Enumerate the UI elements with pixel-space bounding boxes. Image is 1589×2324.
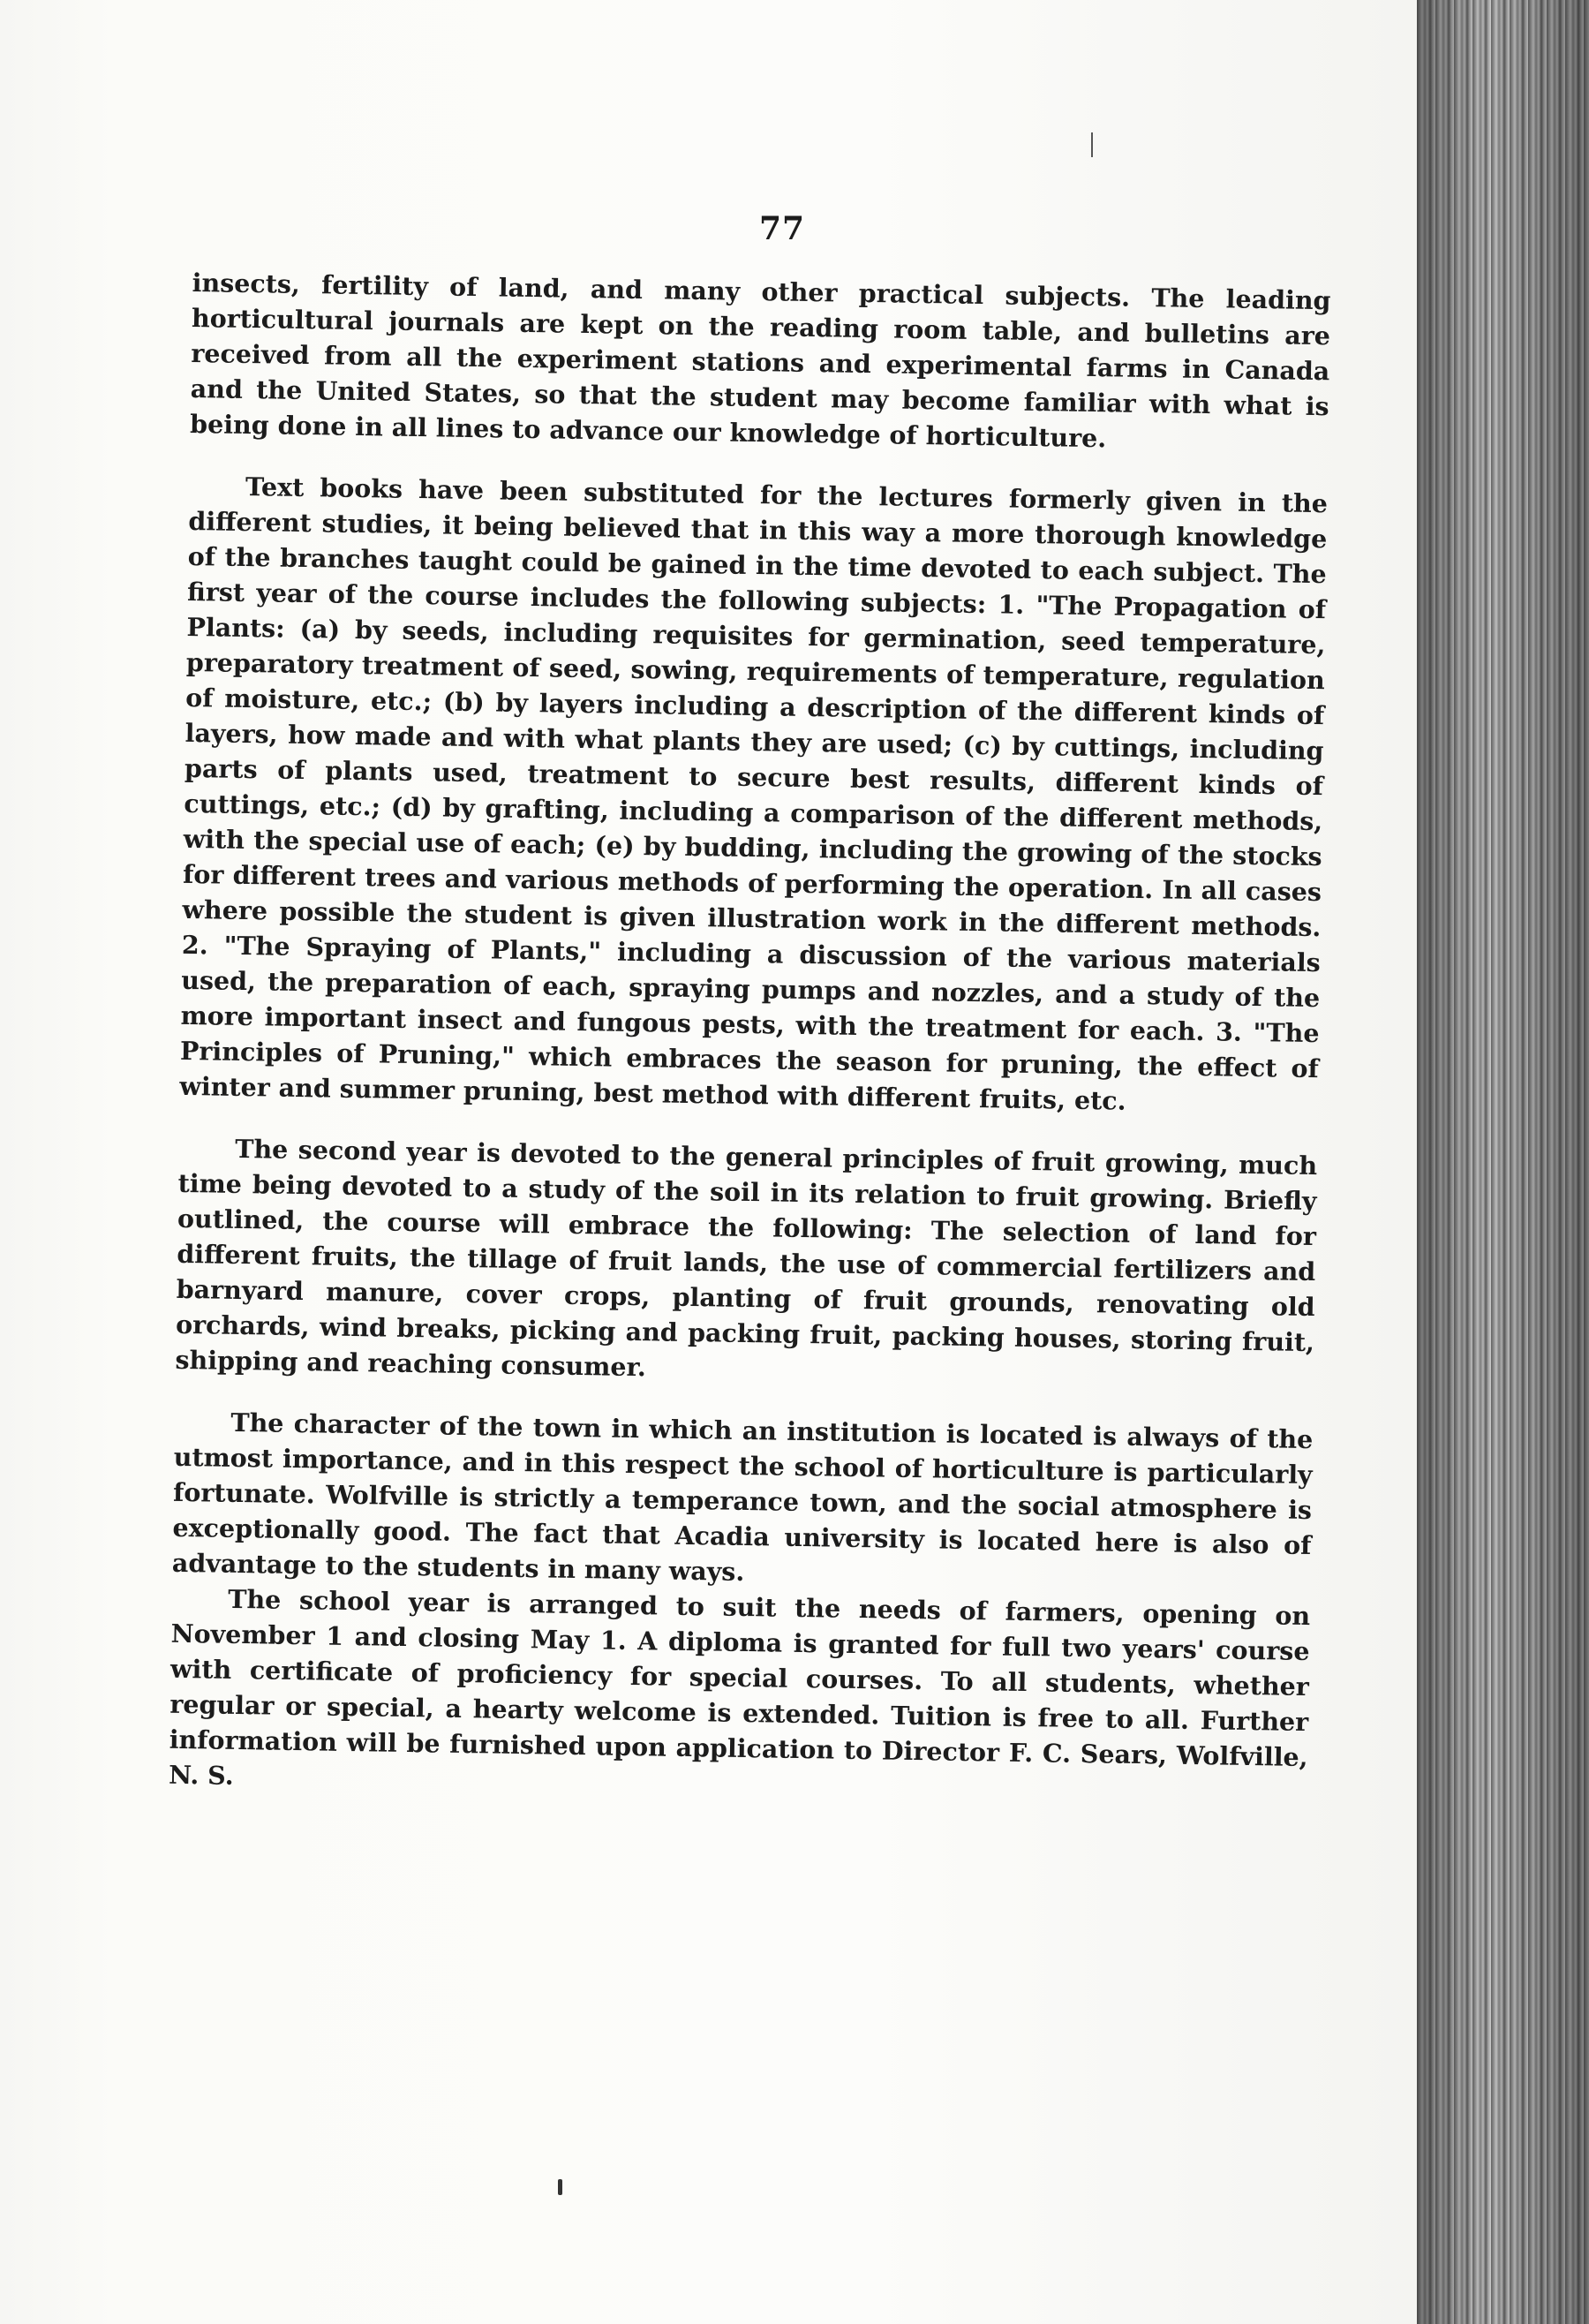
paragraph-3: The second year is devoted to the general principles of fruit growing, much time being devoted to a study of the soil in its relation to fruit growing. Briefly outlined, the course will embrace the following: The selection of land for different fruits, the tillage of fruit lands, the use of commercial fertilizers and barnyard manure, cover crops, planting of fruit grounds, renovating old orchards, wind breaks, picking and packing fruit, packing houses, storing fruit, shipping and reaching consumer. xyxy=(175,1133,1318,1383)
page-number: 77 xyxy=(759,210,806,247)
body-text xyxy=(168,265,1330,1837)
ink-dot xyxy=(558,2179,562,2195)
ink-mark xyxy=(1091,132,1093,157)
paragraph-4: The character of the town in which an institution is located is always of the utmost importance, and in this respect the school of horticulture is particularly fortunate. Wolfville is strictly a temperance town, and the social atmosphere is exceptionally good. The fact that Acadia university is located here is also of advantage to the students in many ways. xyxy=(171,1407,1314,1588)
paragraph-1: insects, fertility of land, and many other practical subjects. The leading horticultural journals are kept on the reading room table, and bulletins are received from all the experiment stations and experimental farms in Canada and the United States, so that the student may become familiar with what is being done in all lines to advance our knowledge of horticulture. xyxy=(189,267,1331,454)
paragraph-5: The school year is arranged to suit the needs of farmers, opening on November 1 and closing May 1. A diploma is granted for full two years' course with certificate of proficiency for special courses. To all students, whether regular or special, a hearty welcome is extended. Tuition is free to all. Further information will be furnished upon application to Director F. C. Sears, Wolfville, N. S. xyxy=(168,1583,1311,1791)
paragraph-2: Text books have been substituted for the lectures formerly given in the different studies, it being believed that in this way a more thorough knowledge of the branches taught could be gained in the time devoted to each subject. The first year of the course includes the following subjects: 1. "The Propagation of Plants: (a) by seeds, including requisites for germination, seed temperature, preparatory treatment of seed, sowing, requirements of temperature, regulation of moisture, etc.; (b) by layers including a description of the different kinds of layers, how made and with what plants they are used; (c) by cuttings, including parts of plants used, treatment to secure best results, different kinds of cuttings, etc.; (d) by grafting, including a comparison of the different methods, with the special use of each; (e) by budding, including the growing of the stocks for different trees and various methods of performing the operation. In all cases where possible the student is given illustration work in the different methods. 2. "The Spraying of Plants," including a discussion of the various materials used, the preparation of each, spraying pumps and nozzles, and a study of the more important insect and fungous pests, with the treatment for each. 3. "The Principles of Pruning," which embraces the season for pruning, the effect of winter and summer pruning, best method with different fruits, etc. xyxy=(179,471,1329,1116)
page-edge-shadow xyxy=(1417,0,1589,2324)
